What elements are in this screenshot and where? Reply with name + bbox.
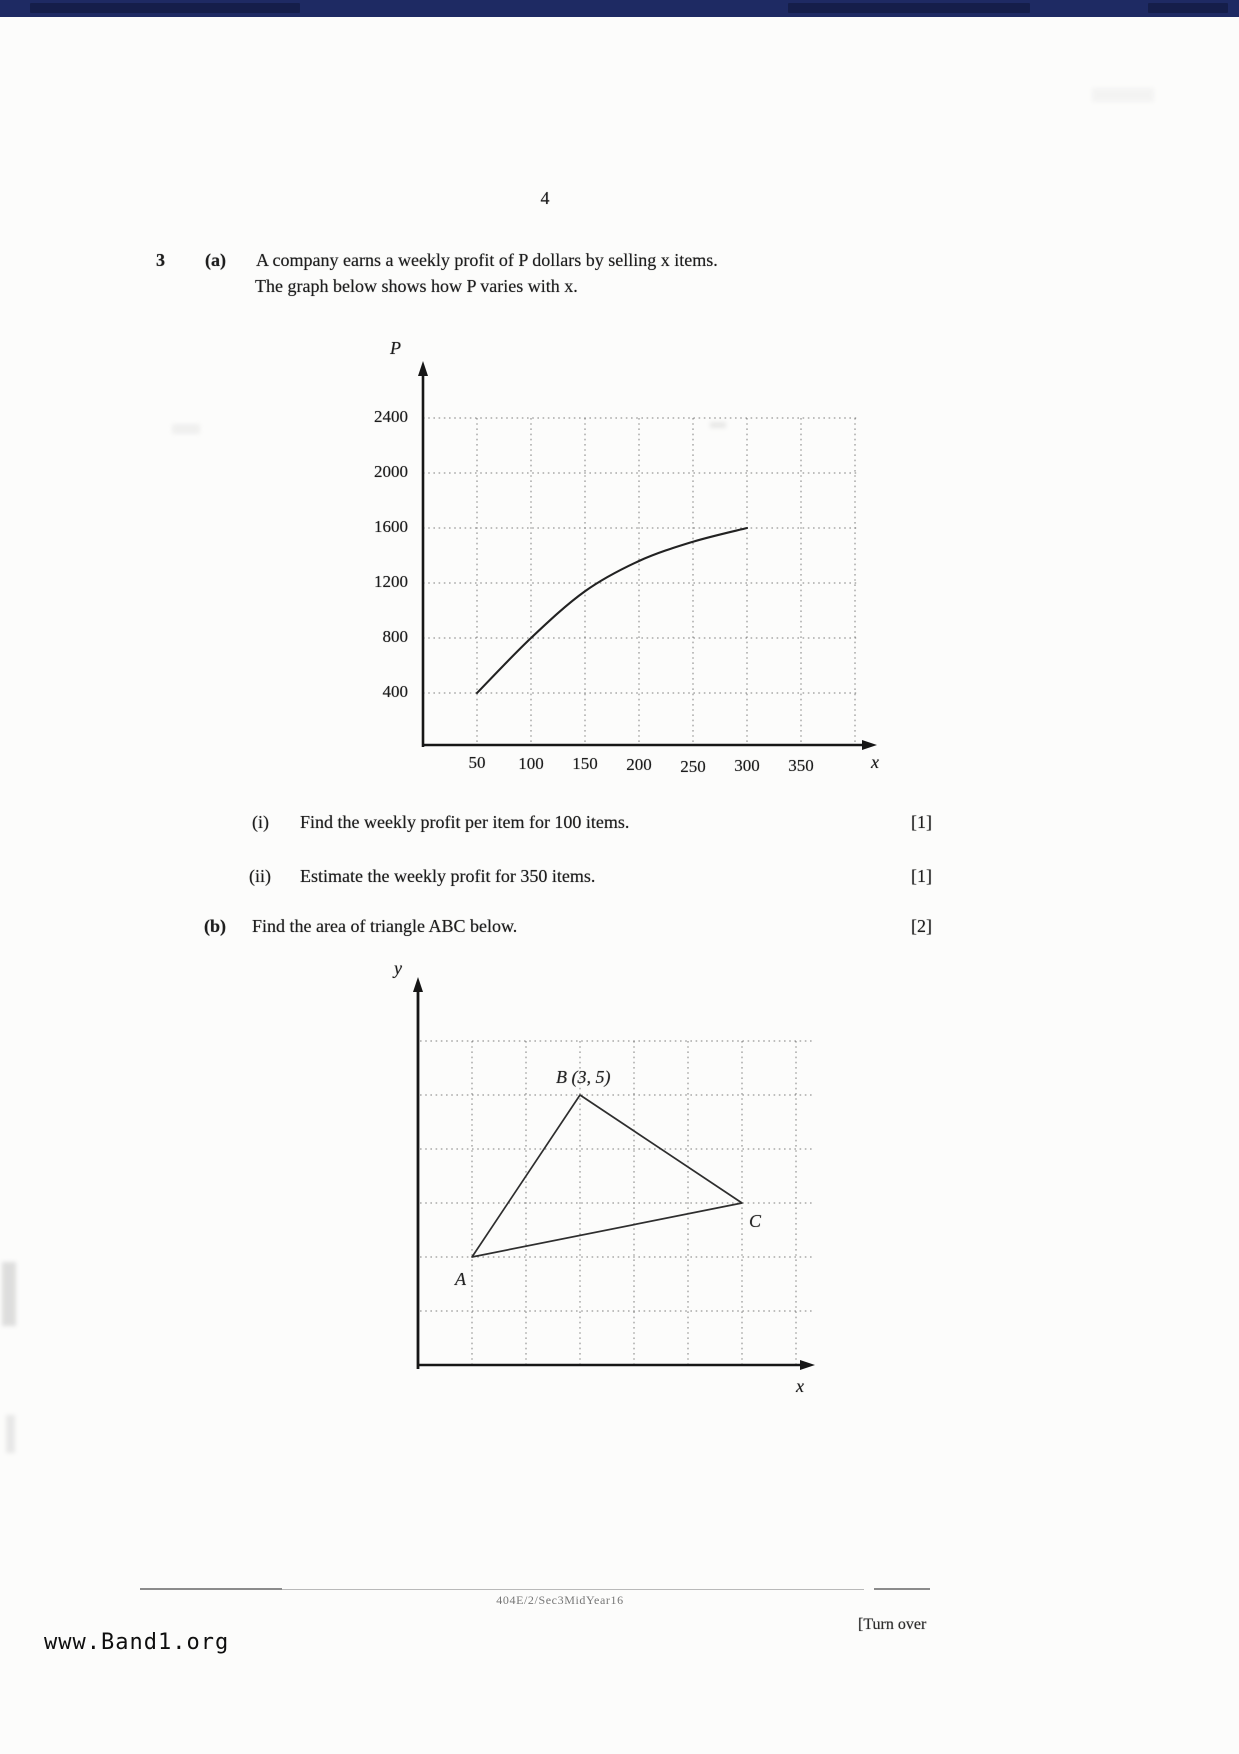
x-tick-label: 200: [626, 755, 652, 774]
x-tick-label: 50: [468, 753, 486, 772]
triangle-abc: [472, 1095, 742, 1257]
turn-over-label: [Turn over: [858, 1616, 927, 1633]
y-axis-label: y: [394, 958, 402, 978]
x-tick-label: 100: [518, 754, 544, 773]
axis-arrow-right: [862, 740, 877, 750]
x-tick-label: 300: [734, 756, 760, 775]
part-b-marks: [2]: [911, 916, 932, 936]
part-b-text: Find the area of triangle ABC below.: [252, 916, 518, 936]
page-number: 4: [540, 188, 550, 208]
strip-redacted-block: [1148, 3, 1228, 13]
item-i-text: Find the weekly profit per item for 100 items.: [300, 812, 630, 832]
scan-smudge: [172, 424, 200, 434]
vertex-label-b: B (3, 5): [556, 1067, 611, 1087]
part-a-text-line1: A company earns a weekly profit of P dollars by selling x items.: [256, 250, 718, 270]
scan-smudge: [6, 1415, 15, 1453]
part-b-label: (b): [204, 916, 226, 936]
item-i-marks: [1]: [911, 812, 932, 832]
vertex-label-a: A: [455, 1269, 466, 1289]
scan-smudge: [710, 422, 726, 428]
strip-redacted-block: [30, 3, 300, 13]
strip-redacted-block: [788, 3, 1030, 13]
axis-arrow-right: [800, 1360, 815, 1370]
part-a-text-line2: The graph below shows how P varies with x.: [255, 276, 578, 296]
y-tick-label: 800: [382, 627, 408, 646]
footer-rule-center: [282, 1589, 864, 1590]
y-tick-label: 2000: [374, 462, 408, 481]
x-axis-label: x: [871, 752, 879, 772]
axis-arrow-up: [418, 361, 428, 376]
y-tick-label: 2400: [374, 407, 408, 426]
x-tick-label: 350: [788, 756, 814, 775]
y-tick-label: 1200: [374, 572, 408, 591]
y-tick-label: 400: [382, 682, 408, 701]
footer-rule-left: [140, 1588, 282, 1590]
item-ii-label: (ii): [249, 866, 271, 886]
axis-arrow-up: [413, 977, 423, 992]
footer-doc-code: 404E/2/Sec3MidYear16: [496, 1593, 624, 1607]
part-a-label: (a): [205, 250, 226, 270]
item-i-label: (i): [252, 812, 269, 832]
vertex-label-c: C: [749, 1211, 762, 1231]
scan-smudge: [1092, 88, 1154, 102]
x-tick-label: 150: [572, 754, 598, 773]
watermark-site-url: www.Band1.org: [44, 1630, 230, 1655]
scanner-dark-strip: [0, 0, 1239, 17]
x-tick-label: 250: [680, 757, 706, 776]
y-tick-label: 1600: [374, 517, 408, 536]
item-ii-text: Estimate the weekly profit for 350 items.: [300, 866, 596, 886]
item-ii-marks: [1]: [911, 866, 932, 886]
profit-curve: [477, 528, 747, 693]
question-number: 3: [156, 250, 165, 270]
p-axis-label: P: [390, 338, 401, 358]
scan-smudge: [2, 1262, 16, 1326]
footer-rule-right: [874, 1588, 930, 1590]
x-axis-label: x: [796, 1376, 804, 1396]
